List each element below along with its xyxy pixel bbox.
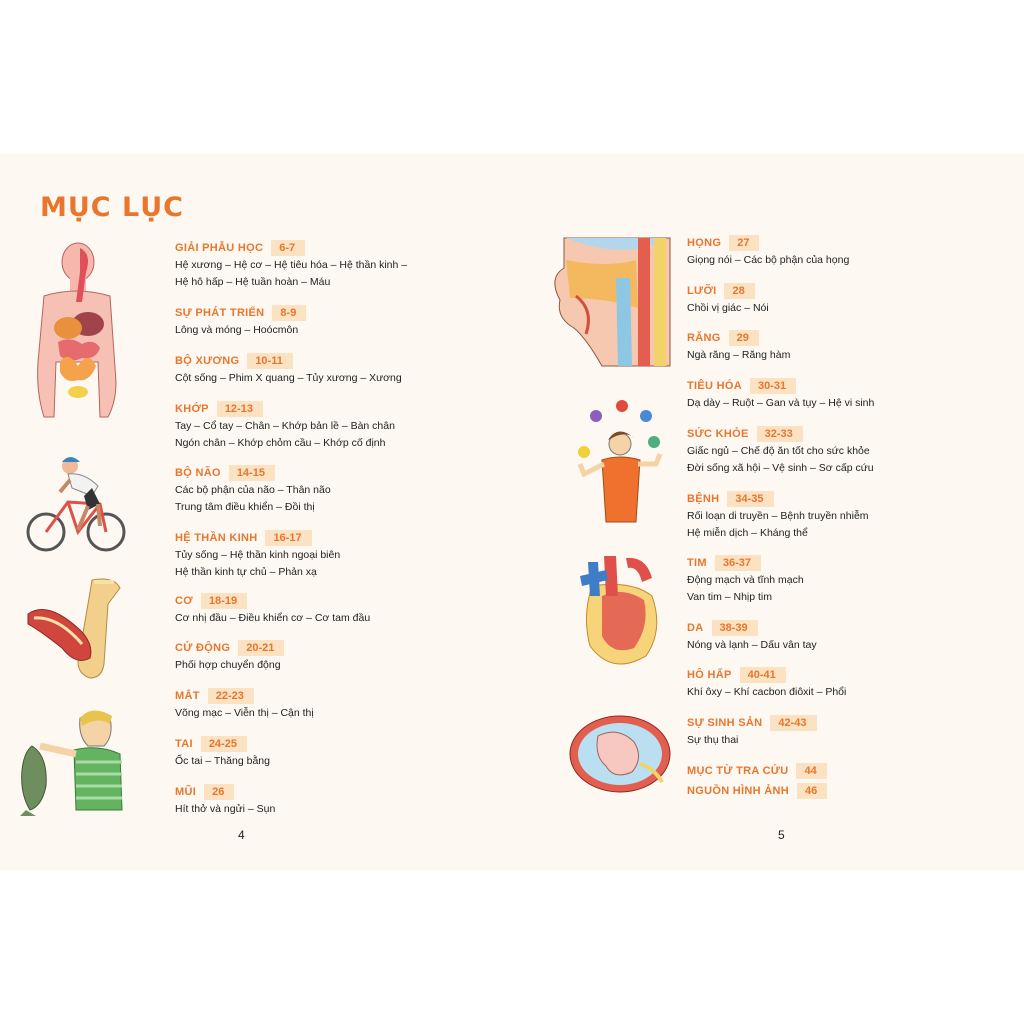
toc-entry-heading — [175, 735, 270, 753]
toc-entry — [175, 735, 270, 770]
toc-entry-heading — [687, 714, 817, 732]
toc-entry — [175, 529, 340, 581]
toc-entry-heading — [175, 639, 284, 657]
page-range-badge: 38-39 — [712, 620, 758, 636]
section-name: KHỚP — [175, 403, 209, 415]
topic-line: Giọng nói – Các bộ phận của họng — [687, 254, 850, 266]
toc-entry — [175, 352, 402, 387]
section-name: TIÊU HÓA — [687, 380, 742, 392]
toc-entry-heading — [175, 352, 402, 370]
topic-line: Nóng và lạnh – Dấu vân tay — [687, 639, 817, 651]
page-range-badge: 36-37 — [715, 555, 761, 571]
toc-entry — [687, 234, 849, 269]
page-range-badge: 16-17 — [265, 530, 311, 546]
toc-entry-heading — [175, 592, 370, 610]
page-range-badge: 18-19 — [201, 593, 247, 609]
section-name: BỆNH — [687, 493, 720, 505]
toc-entry-heading — [687, 425, 874, 443]
topic-line: Trung tâm điều khiển – Đồi thị — [175, 501, 315, 513]
muscle-illustration — [24, 574, 128, 684]
section-name: DA — [687, 622, 704, 634]
section-name: HÔ HẤP — [687, 669, 732, 681]
toc-entry-heading — [175, 304, 306, 322]
page-range-badge: 32-33 — [757, 426, 803, 442]
toc-entry-heading — [175, 687, 314, 705]
section-name: MẮT — [175, 690, 200, 702]
page-number-left: 4 — [238, 828, 245, 842]
fish-boy-illustration — [18, 706, 128, 816]
toc-entry — [175, 687, 314, 722]
throat-illustration — [546, 238, 670, 368]
toc-entry-heading — [687, 554, 804, 572]
toc-entry-heading — [687, 282, 769, 300]
toc-entry-heading — [687, 234, 849, 252]
toc-entry — [687, 619, 817, 654]
page-range-badge: 6-7 — [271, 240, 305, 256]
toc-entry — [687, 782, 827, 800]
topic-line: Hệ xương – Hệ cơ – Hệ tiêu hóa – Hệ thần kinh – — [175, 259, 408, 271]
section-name: TAI — [175, 738, 193, 750]
anatomy-illustration — [30, 242, 122, 422]
topic-line: Võng mạc – Viễn thị – Cận thị — [175, 707, 314, 719]
page-range-badge: 34-35 — [727, 491, 773, 507]
toc-entry — [687, 490, 869, 542]
fetus-illustration — [568, 712, 672, 796]
toc-entry-heading — [687, 329, 790, 347]
topic-line: Rối loạn di truyền – Bệnh truyền nhiễm — [687, 510, 869, 522]
page-range-badge: 24-25 — [201, 736, 247, 752]
section-name: TIM — [687, 557, 707, 569]
topic-line: Tay – Cổ tay – Chân – Khớp bản lề – Bàn chân — [175, 420, 395, 432]
book-spread — [0, 154, 1024, 870]
section-name: MỤC TỪ TRA CỨU — [687, 765, 789, 777]
topic-line: Hệ hô hấp – Hệ tuần hoàn – Máu — [175, 276, 331, 288]
section-name: BỘ NÃO — [175, 467, 221, 479]
toc-entry — [175, 592, 370, 627]
section-name: BỘ XƯƠNG — [175, 355, 240, 367]
toc-entry-heading — [687, 666, 846, 684]
section-name: HỌNG — [687, 237, 722, 249]
toc-entry — [175, 464, 331, 516]
toc-entry-heading — [687, 490, 869, 508]
section-name: LƯỠI — [687, 285, 717, 297]
toc-entry-heading — [175, 400, 395, 418]
toc-entry — [687, 554, 804, 606]
topic-line: Các bộ phận của não – Thân não — [175, 484, 331, 496]
juggler-illustration — [572, 398, 672, 522]
toc-entry — [687, 377, 874, 412]
page-range-badge: 28 — [724, 283, 754, 299]
page-range-badge: 8-9 — [272, 305, 306, 321]
section-name: CỬ ĐỘNG — [175, 642, 231, 654]
topic-line: Hệ miễn dịch – Kháng thể — [687, 527, 808, 539]
topic-line: Van tim – Nhịp tim — [687, 591, 772, 603]
topic-line: Giấc ngủ – Chế độ ăn tốt cho sức khỏe — [687, 445, 870, 457]
heart-illustration — [572, 556, 664, 674]
toc-entry — [175, 304, 306, 339]
topic-line: Đời sống xã hội – Vệ sinh – Sơ cấp cứu — [687, 462, 874, 474]
page-range-badge: 22-23 — [208, 688, 254, 704]
toc-entry — [175, 400, 395, 452]
topic-line: Dạ dày – Ruột – Gan và tụy – Hệ vi sinh — [687, 397, 875, 409]
topic-line: Hệ thần kinh tự chủ – Phản xạ — [175, 566, 317, 578]
page-range-badge: 10-11 — [247, 353, 293, 369]
topic-line: Khí ôxy – Khí cacbon điôxit – Phổi — [687, 686, 847, 698]
section-name: NGUỒN HÌNH ẢNH — [687, 785, 789, 797]
toc-entry — [687, 666, 846, 701]
page-title: MỤC LỤC — [40, 192, 184, 223]
page-range-badge: 20-21 — [238, 640, 284, 656]
section-name: CƠ — [175, 595, 193, 607]
topic-line: Chồi vị giác – Nói — [687, 302, 769, 314]
page-range-badge: 44 — [796, 763, 826, 779]
toc-entry-heading — [687, 762, 827, 780]
page-range-badge: 27 — [729, 235, 759, 251]
topic-line: Sự thụ thai — [687, 734, 739, 746]
toc-entry-heading — [687, 619, 817, 637]
toc-entry-heading — [175, 239, 407, 257]
topic-line: Lông và móng – Hoócmôn — [175, 324, 299, 336]
page-number-right: 5 — [778, 828, 785, 842]
topic-line: Hít thở và ngửi – Sụn — [175, 803, 276, 815]
section-name: SỰ PHÁT TRIỂN — [175, 307, 265, 319]
toc-entry-heading — [175, 464, 331, 482]
topic-line: Ngà răng – Răng hàm — [687, 349, 791, 361]
topic-line: Cột sống – Phim X quang – Tủy xương – Xương — [175, 372, 402, 384]
page-range-badge: 29 — [729, 330, 759, 346]
toc-entry — [175, 639, 284, 674]
page-range-badge: 40-41 — [740, 667, 786, 683]
topic-line: Ngón chân – Khớp chỏm cầu – Khớp cố định — [175, 437, 386, 449]
page-range-badge: 42-43 — [770, 715, 816, 731]
toc-entry-heading — [687, 782, 827, 800]
page-range-badge: 12-13 — [217, 401, 263, 417]
section-name: GIẢI PHẪU HỌC — [175, 242, 264, 254]
section-name: SỰ SINH SẢN — [687, 717, 763, 729]
topic-line: Cơ nhị đầu – Điều khiển cơ – Cơ tam đầu — [175, 612, 371, 624]
section-name: HỆ THẦN KINH — [175, 532, 258, 544]
section-name: SỨC KHỎE — [687, 428, 749, 440]
toc-entry — [175, 783, 275, 818]
toc-entry-heading — [175, 529, 340, 547]
toc-entry — [687, 329, 790, 364]
toc-entry-heading — [687, 377, 874, 395]
page-range-badge: 46 — [797, 783, 827, 799]
page-range-badge: 26 — [204, 784, 234, 800]
page-range-badge: 30-31 — [750, 378, 796, 394]
cyclist-illustration — [26, 454, 126, 554]
topic-line: Ốc tai – Thăng bằng — [175, 755, 270, 767]
toc-entry — [687, 762, 827, 780]
toc-entry — [175, 239, 407, 291]
section-name: MŨI — [175, 786, 197, 798]
topic-line: Phối hợp chuyển động — [175, 659, 281, 671]
section-name: RĂNG — [687, 332, 721, 344]
topic-line: Tủy sống – Hệ thần kinh ngoại biên — [175, 549, 341, 561]
toc-entry — [687, 282, 769, 317]
toc-entry — [687, 425, 874, 477]
topic-line: Động mạch và tĩnh mạch — [687, 574, 804, 586]
toc-entry — [687, 714, 817, 749]
page-range-badge: 14-15 — [229, 465, 275, 481]
toc-entry-heading — [175, 783, 275, 801]
